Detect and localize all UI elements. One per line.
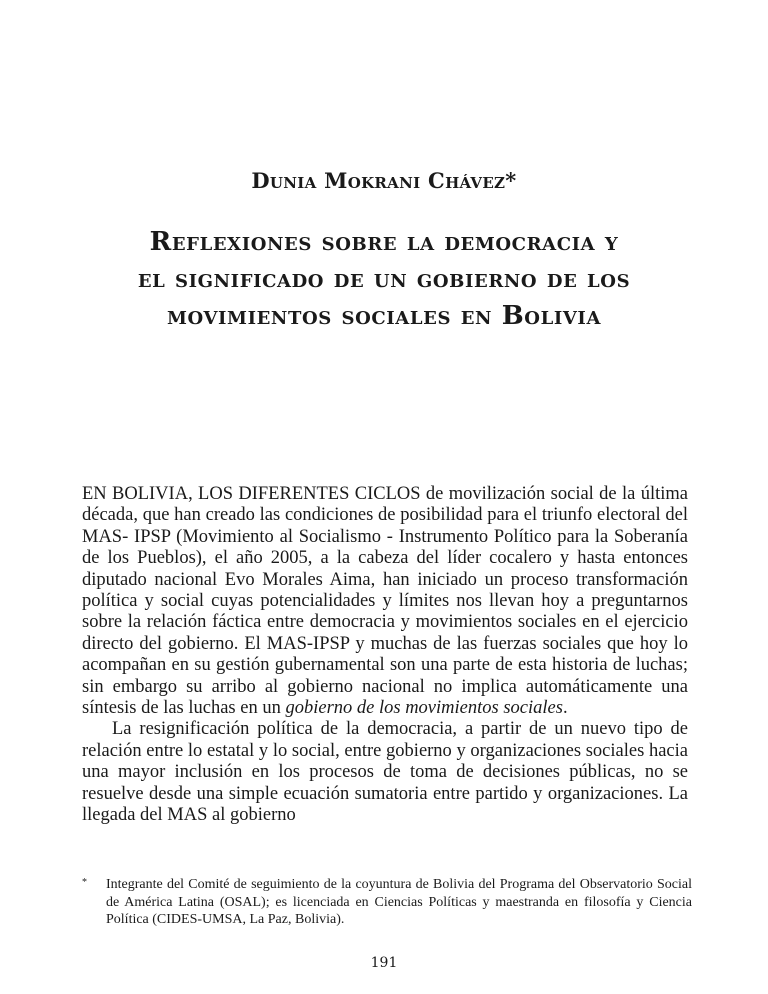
title-line-3: movimientos sociales en Bolivia: [166, 301, 602, 331]
paragraph-2: La resignificación política de la democracia, a partir de un nuevo tipo de relación entre lo estatal y lo social, entre gobierno y organizaciones sociales hacia una mayor inclusión en los procesos de toma de decisiones públicas, no se resuelve desde una simple ecuación sumatoria entre partido y organizaciones. La llegada del MAS al gobierno: [82, 719, 688, 826]
paragraph-1-emphasis: gobierno de los movimientos sociales: [285, 698, 563, 719]
footnote-marker: *: [82, 877, 87, 888]
paragraph-1-text: de movilización social de la última década, que han creado las condiciones de posibilidad para el triunfo electoral del MAS- IPSP (Movimiento al Socialismo - Instrumento Político para la Soberanía de los Pueblos), el año 2005, a la cabeza del líder cocalero y hasta entonces diputado nacional Evo Morales Aima, han iniciado un proceso transformación política y social cuyas potencialidades y límites nos llevan hoy a preguntarnos sobre la relación fáctica entre democracia y movimientos sociales en el ejercicio directo del gobierno. El MAS-IPSP y muchas de las fuerzas sociales que hoy lo acompañan en su gestión gubernamental son una parte de esta historia de luchas; sin embargo su arribo al gobierno nacional no implica automáticamente una síntesis de las luchas en un: [82, 484, 688, 719]
title-line-2: el significado de un gobierno de los: [137, 264, 631, 294]
page-number: 191: [370, 955, 398, 971]
author-name: Dunia Mokrani Chávez*: [251, 168, 517, 193]
footnote: [82, 876, 692, 929]
chapter-title: [84, 224, 684, 335]
title-line-1: Reflexiones sobre la democracia y: [149, 227, 619, 257]
paragraph-1: [82, 484, 688, 719]
paragraph-1-end: .: [562, 698, 568, 719]
footnote-text: Integrante del Comité de seguimiento de la coyuntura de Bolivia del Programa del Observatorio Social de América Latina (OSAL); es licenciada en Ciencias Políticas y maestranda en filosofía y Ciencia Política (CIDES-UMSA, La Paz, Bolivia).: [106, 877, 692, 927]
opening-caps: EN BOLIVIA, LOS DIFERENTES CICLOS: [82, 484, 421, 504]
body-text: [82, 484, 688, 827]
